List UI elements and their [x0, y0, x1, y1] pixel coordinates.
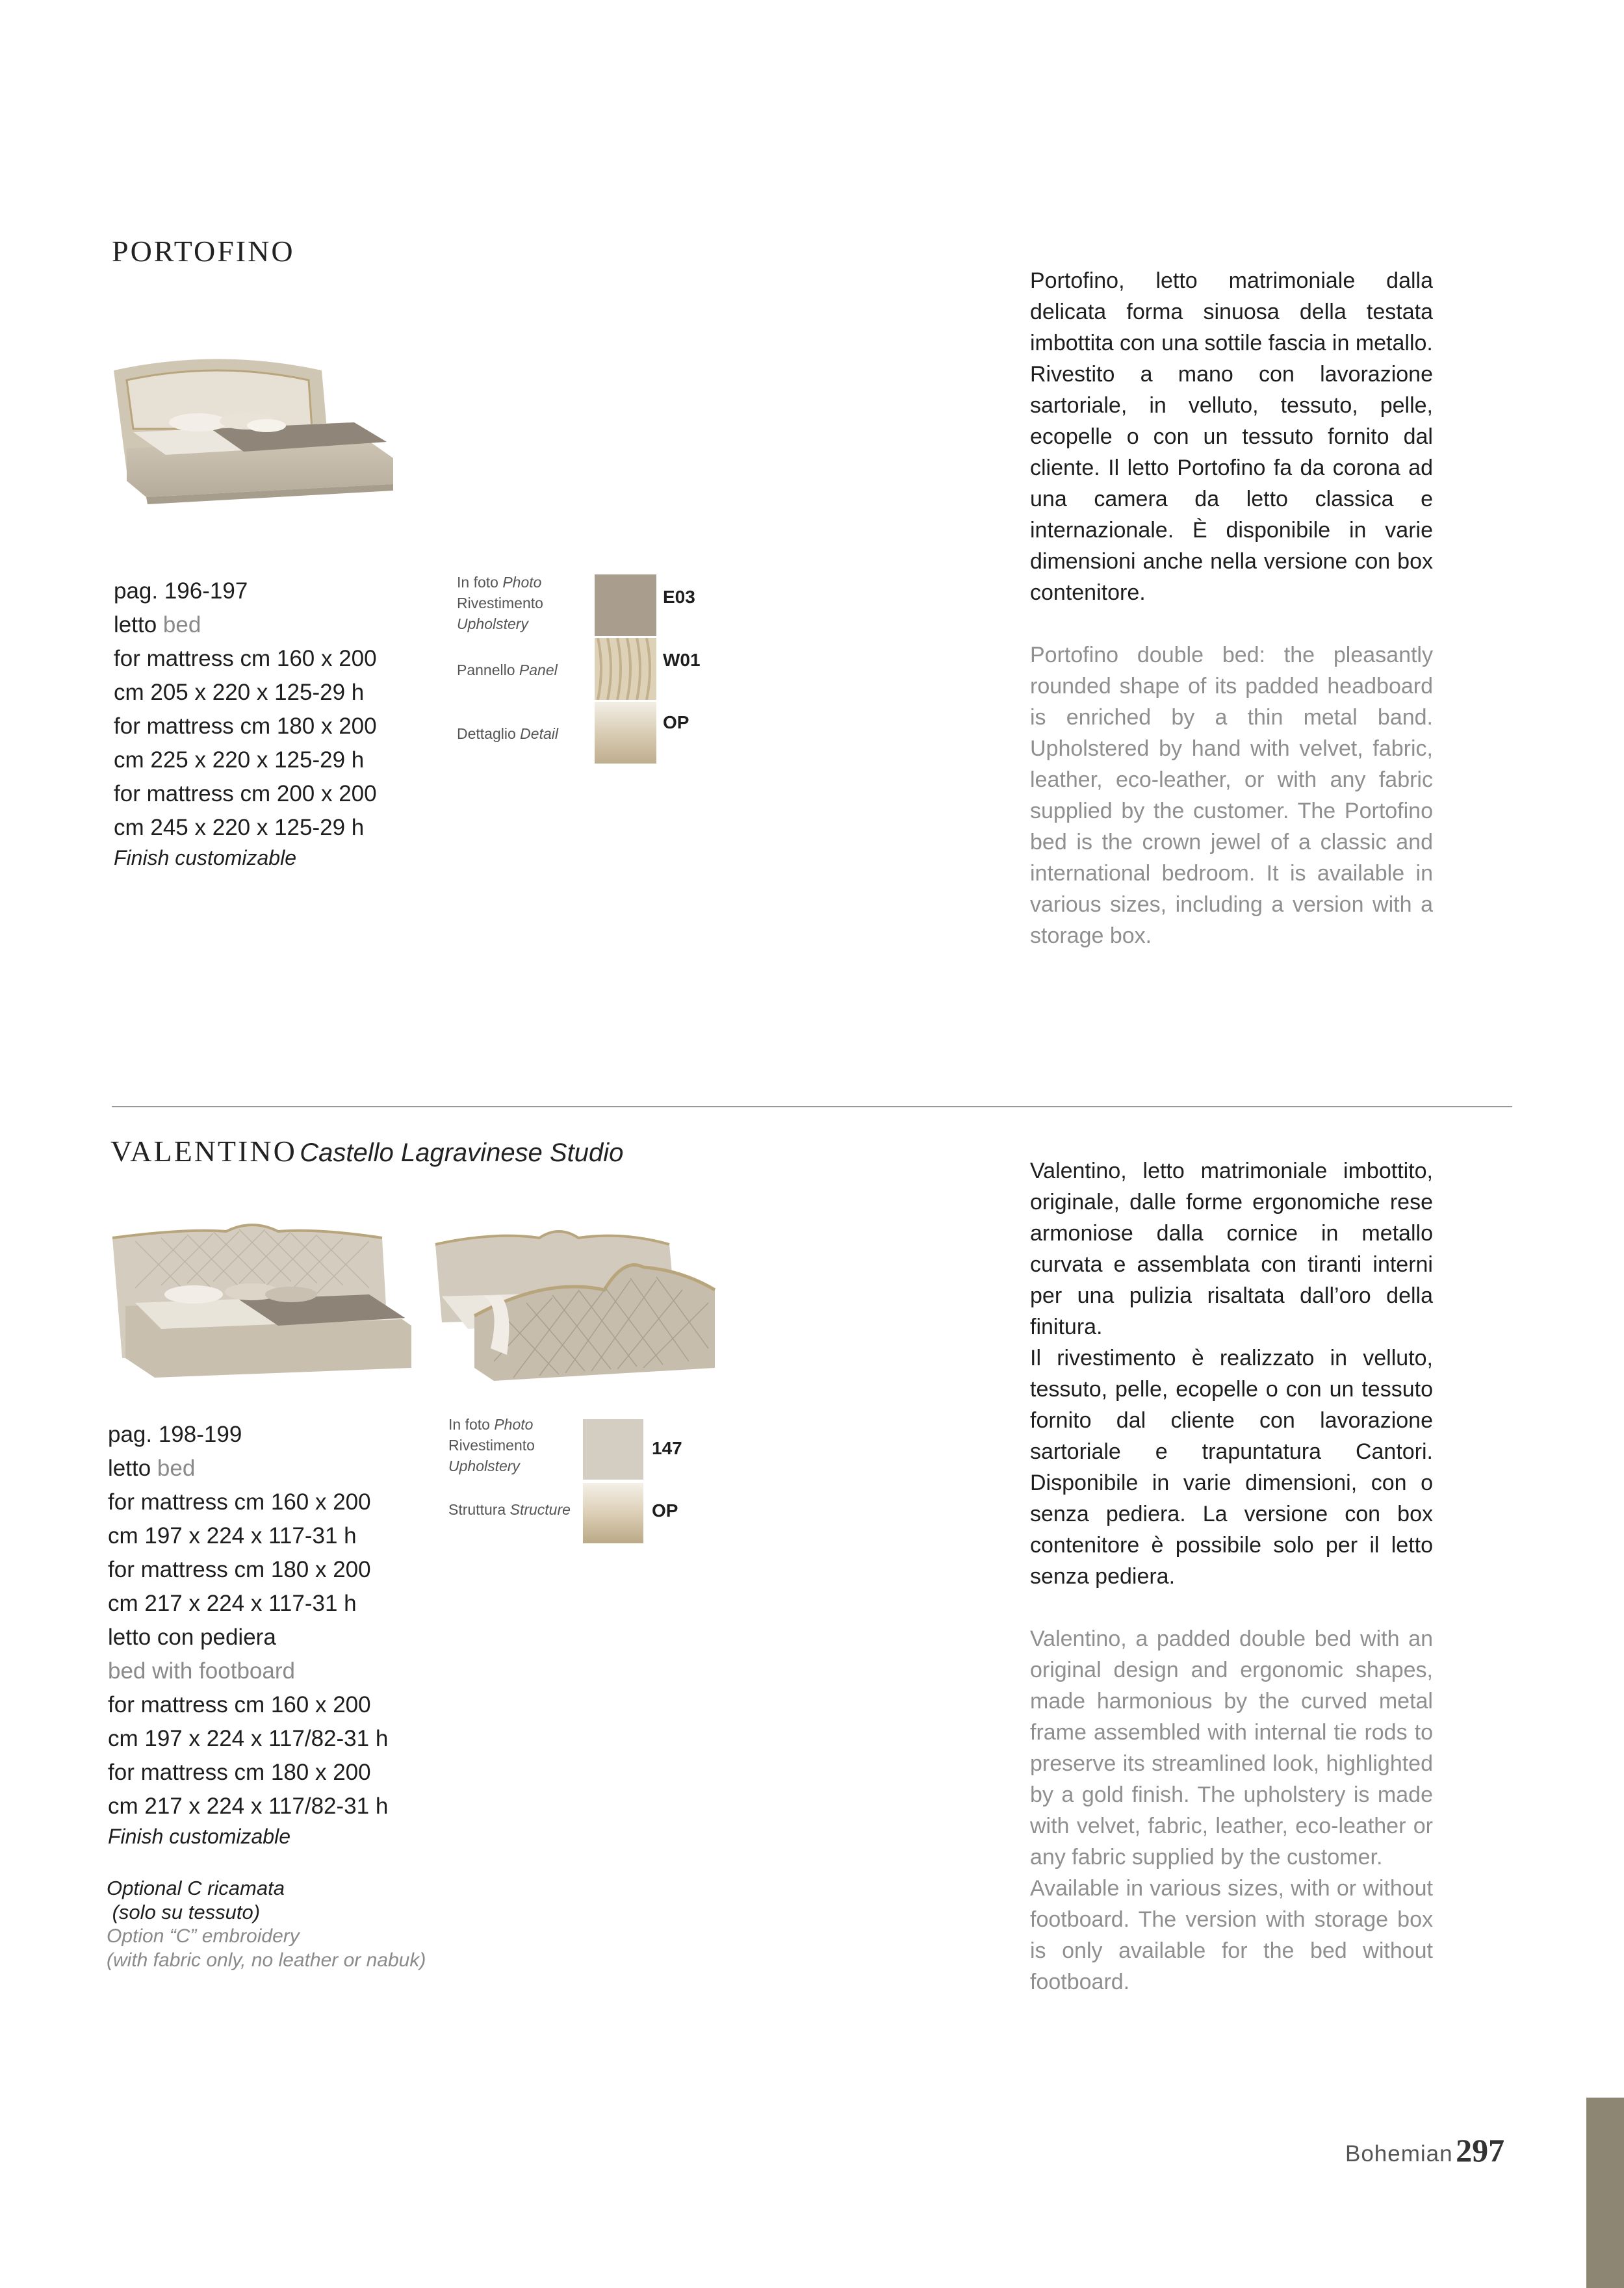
- size-line: cm 225 x 220 x 125-29 h: [114, 747, 365, 773]
- valentino-footboard-bed-image: [429, 1218, 725, 1391]
- valentino-swatch-labels: [448, 1414, 572, 1476]
- swatch-label: Struttura Structure: [448, 1501, 571, 1518]
- swatch-op: [583, 1483, 643, 1543]
- catalog-name: Bohemian: [1345, 2141, 1453, 2166]
- swatch-op: [595, 702, 656, 764]
- valentino-heading: [110, 1134, 623, 1168]
- portofino-specs: [114, 574, 452, 871]
- description-it: Portofino, letto matrimoniale dalla delicata forma sinuosa della testata imbottita con una sottile fascia in metallo.: [1030, 268, 1433, 355]
- size-line: cm 197 x 224 x 117/82-31 h: [108, 1726, 389, 1751]
- size-line: for mattress cm 180 x 200: [114, 713, 377, 739]
- size-line: for mattress cm 180 x 200: [108, 1760, 371, 1785]
- description-en: Portofino double bed: the pleasantly rounded shape of its padded headboard is enriched by a thin metal band. Upholstered by hand with velvet, fabric, leather, eco-leather, or with any fabric supplied by the customer. The Portofino bed is the crown jewel of a classic and international bedroom. It is available in various sizes, including a version with a storage box.: [1030, 643, 1433, 948]
- optional-en: Option “C” embroidery: [107, 1925, 300, 1947]
- size-line: cm 197 x 224 x 117-31 h: [108, 1523, 357, 1549]
- size-line: cm 205 x 220 x 125-29 h: [114, 680, 365, 705]
- size-line: for mattress cm 160 x 200: [114, 646, 377, 671]
- size-line: for mattress cm 160 x 200: [108, 1489, 371, 1515]
- size-line: for mattress cm 180 x 200: [108, 1557, 371, 1582]
- portofino-bed-image: [107, 351, 396, 513]
- swatch-w01: [595, 638, 656, 700]
- in-foto-label: In foto Photo: [457, 574, 542, 591]
- swatch-label: Rivestimento: [457, 595, 543, 611]
- page-number: 297: [1456, 2132, 1505, 2168]
- swatch-code: OP: [652, 1500, 678, 1521]
- swatch-label-en: Upholstery: [448, 1458, 520, 1474]
- description-it: Il rivestimento è realizzato in velluto, tessuto, pelle, ecopelle o con un tessuto fornito dal cliente con lavorazione sartoriale e trapuntatura Cantori. Disponibile in varie dimensioni, con o senza pediera. La versione con box contenitore è possibile solo per il letto senza pediera.: [1030, 1346, 1433, 1589]
- swatch-code: 147: [652, 1438, 682, 1458]
- swatch-147: [583, 1419, 643, 1480]
- portofino-description: [1030, 265, 1433, 951]
- swatch-label-en: Upholstery: [457, 615, 528, 632]
- size-line: cm 217 x 224 x 117/82-31 h: [108, 1793, 389, 1819]
- swatch-code: OP: [663, 712, 690, 732]
- footboard-type-en: bed with footboard: [108, 1658, 295, 1684]
- product-type: letto bed: [108, 1456, 196, 1481]
- description-it: Rivestito a mano con lavorazione sartoriale, in velluto, tessuto, pelle, ecopelle o con un tessuto fornito dal cliente. Il letto Portofino fa da corona ad una camera da letto classica e internazionale. È disponibile in varie dimensioni anche nella versione con box contenitore.: [1030, 362, 1433, 605]
- page-footer: [1345, 2131, 1504, 2169]
- portofino-title: PORTOFINO: [112, 235, 295, 268]
- page-reference: pag. 198-199: [108, 1422, 242, 1447]
- page-reference: pag. 196-197: [114, 578, 248, 604]
- description-en: Available in various sizes, with or without footboard. The version with storage box is only available for the bed without footboard.: [1030, 1876, 1433, 1994]
- designer-name: Castello Lagravinese Studio: [300, 1138, 624, 1167]
- size-line: cm 217 x 224 x 117-31 h: [108, 1591, 357, 1616]
- description-it: Valentino, letto matrimoniale imbottito, originale, dalle forme ergonomiche rese armoniose dalla cornice in metallo curvata e assemblata con tiranti interni per una pulizia risaltata dall’oro della finitura.: [1030, 1159, 1433, 1339]
- swatch-e03: [595, 574, 656, 636]
- section-divider: [112, 1106, 1512, 1107]
- swatch-label: Dettaglio Detail: [457, 725, 558, 742]
- swatch-label: Rivestimento: [448, 1437, 535, 1454]
- valentino-description: [1030, 1155, 1433, 1998]
- footboard-type: letto con pediera: [108, 1625, 276, 1650]
- finish-note: Finish customizable: [108, 1825, 290, 1848]
- in-foto-label: In foto Photo: [448, 1416, 534, 1433]
- optional-en-note: (with fabric only, no leather or nabuk): [107, 1949, 426, 1971]
- side-tab: [1586, 2098, 1624, 2288]
- valentino-specs: [108, 1418, 472, 1849]
- swatch-code: E03: [663, 587, 695, 607]
- portofino-swatch-labels: [457, 572, 580, 634]
- valentino-bed-image: [109, 1222, 415, 1387]
- size-line: for mattress cm 200 x 200: [114, 781, 377, 806]
- finish-note: Finish customizable: [114, 846, 296, 869]
- description-en: Valentino, a padded double bed with an original design and ergonomic shapes, made harmonious by the curved metal frame assembled with internal tie rods to preserve its streamlined look, highlighted by a gold finish. The upholstery is made with velvet, fabric, leather, eco-leather or any fabric supplied by the customer.: [1030, 1626, 1433, 1870]
- optional-it-note: (solo su tessuto): [107, 1901, 261, 1923]
- optional-it: Optional C ricamata: [107, 1877, 285, 1899]
- valentino-title: VALENTINO: [110, 1135, 297, 1168]
- size-line: cm 245 x 220 x 125-29 h: [114, 815, 365, 840]
- swatch-code: W01: [663, 650, 701, 670]
- size-line: for mattress cm 160 x 200: [108, 1692, 371, 1717]
- product-type: letto bed: [114, 612, 201, 637]
- swatch-label: Pannello Panel: [457, 662, 558, 678]
- optional-embroidery: [107, 1876, 470, 1972]
